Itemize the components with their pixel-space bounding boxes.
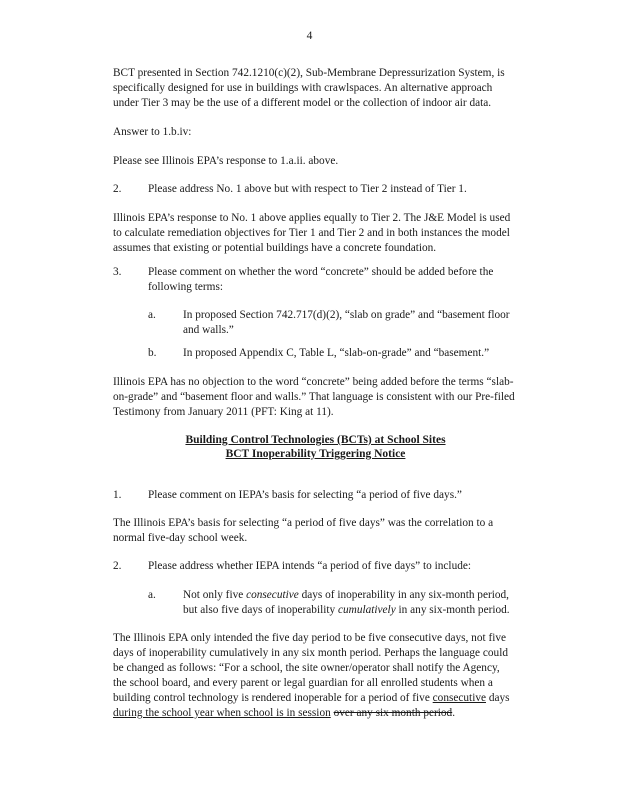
text-line: the school board, and every parent or legal guardian for all enrolled students when a [113, 677, 493, 689]
paragraph-see-response: Please see Illinois EPA’s response to 1.a.ii. above. [113, 155, 339, 167]
question-3b-text: In proposed Appendix C, Table L, “slab-on-grade” and “basement.” [183, 347, 490, 359]
answer-label: Answer to 1.b.iv: [113, 126, 192, 138]
text-line: assumes that existing or potential buildings have a concrete foundation. [113, 242, 437, 254]
text-line: during the school year when school is in session over any six month period. [113, 707, 456, 719]
text-line: on-grade” and “basement floor and walls.” That language is consistent with our Pre-filed [113, 391, 515, 403]
text-line: Illinois EPA has no objection to the word “concrete” being added before the terms “slab- [113, 376, 514, 388]
text-line: following terms: [148, 281, 223, 293]
text-line: BCT presented in Section 742.1210(c)(2), Sub-Membrane Depressurization System, is [113, 67, 505, 79]
text-line: specifically designed for use in buildings with crawlspaces. An alternative approach [113, 82, 493, 94]
text-line: In proposed Section 742.717(d)(2), “slab on grade” and “basement floor [183, 309, 510, 321]
paragraph-tier2-response [113, 211, 518, 256]
question-2-text: Please address No. 1 above but with respect to Tier 2 instead of Tier 1. [148, 183, 467, 195]
bct-question-2-number: 2. [113, 560, 122, 572]
text-line: building control technology is rendered inoperable for a period of five consecutive days [113, 692, 510, 704]
bct-question-1-number: 1. [113, 489, 122, 501]
paragraph-concrete-response [113, 375, 518, 420]
text-line: but also five days of inoperability cumulatively in any six-month period. [183, 604, 510, 616]
question-3a-text [183, 308, 523, 338]
paragraph-five-days-basis [113, 516, 518, 546]
bct-question-2a-label: a. [148, 589, 156, 601]
text-line: Testimony from January 2011 (PFT: King at 11). [113, 406, 334, 418]
text-line: Illinois EPA’s response to No. 1 above applies equally to Tier 2. The J&E Model is used [113, 212, 511, 224]
text-line: be changed as follows: “For a school, the site owner/operator shall notify the Agency, [113, 662, 500, 674]
text-line: The Illinois EPA only intended the five day period to be five consecutive days, not five [113, 632, 507, 644]
bct-question-2a-text [183, 588, 528, 618]
text-line: days of inoperability cumulatively in any six month period. Perhaps the language could [113, 647, 508, 659]
question-3-text [148, 265, 518, 295]
text-line: to calculate remediation objectives for Tier 1 and Tier 2 and in both instances the model [113, 227, 510, 239]
question-3b-label: b. [148, 347, 157, 359]
section-heading: Building Control Technologies (BCTs) at School Sites [185, 434, 446, 446]
text-line: normal five-day school week. [113, 532, 248, 544]
text-line: The Illinois EPA’s basis for selecting “a period of five days” was the correlation to a [113, 517, 494, 529]
text-line: and walls.” [183, 324, 234, 336]
page-number: 4 [306, 30, 313, 42]
question-3a-label: a. [148, 309, 156, 321]
text-line: Not only five consecutive days of inoperability in any six-month period, [183, 589, 509, 601]
text-line: Please comment on whether the word “concrete” should be added before the [148, 266, 494, 278]
paragraph-consecutive-days [113, 631, 518, 721]
bct-question-1-text: Please comment on IEPA’s basis for selecting “a period of five days.” [148, 489, 462, 501]
paragraph-bct-presented [113, 66, 518, 111]
section-subheading: BCT Inoperability Triggering Notice [225, 448, 406, 460]
text-line: under Tier 3 may be the use of a different model or the collection of indoor air data. [113, 97, 492, 109]
question-2-number: 2. [113, 183, 122, 195]
bct-question-2-text: Please address whether IEPA intends “a period of five days” to include: [148, 560, 472, 572]
question-3-number: 3. [113, 266, 122, 278]
